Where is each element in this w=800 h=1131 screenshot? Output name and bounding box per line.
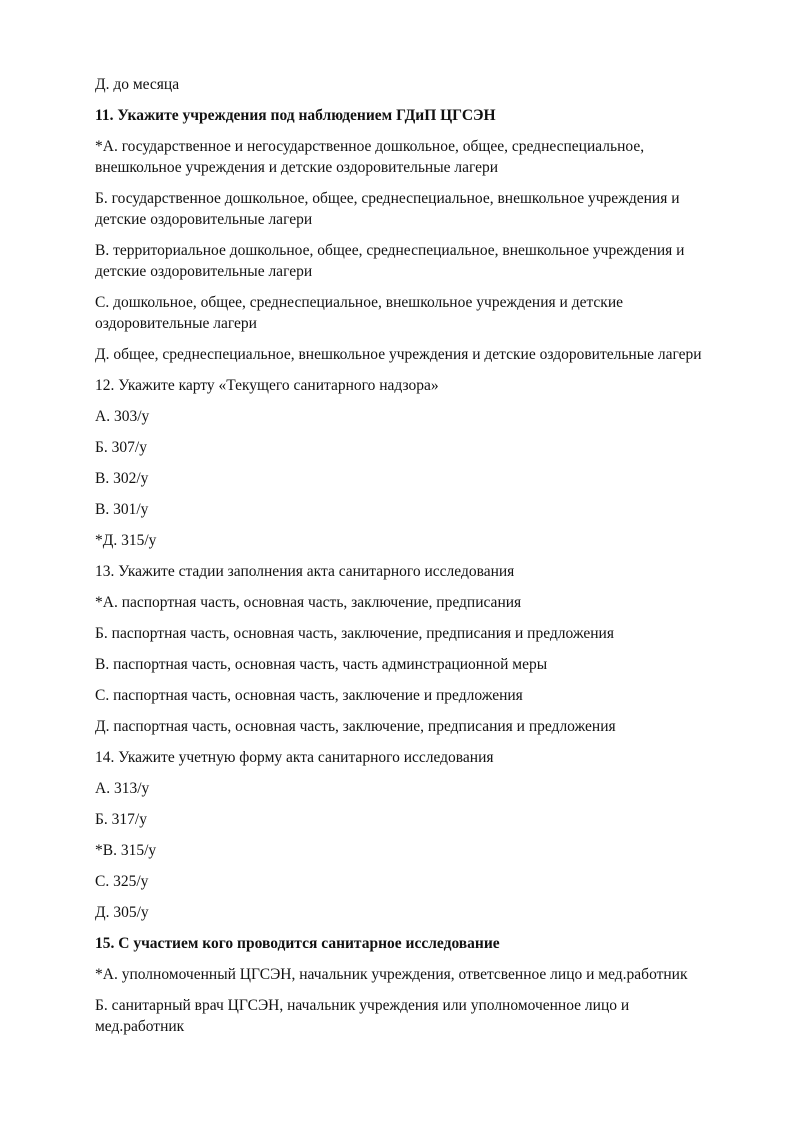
text-line: С. паспортная часть, основная часть, заключение и предложения — [95, 687, 523, 704]
text-line: 12. Укажите карту «Текущего санитарного надзора» — [95, 377, 439, 394]
text-line: Б. 317/у — [95, 811, 147, 828]
text-line: 11. Укажите учреждения под наблюдением ГДиП ЦГСЭН — [95, 107, 496, 124]
text-paragraph — [95, 716, 735, 737]
text-line: Б. 307/у — [95, 439, 147, 456]
text-line: В. территориальное дошкольное, общее, среднеспециальное, внешкольное учреждения и — [95, 242, 685, 259]
text-paragraph — [95, 902, 735, 923]
text-paragraph — [95, 685, 735, 706]
text-line: оздоровительные лагери — [95, 315, 257, 332]
text-paragraph — [95, 240, 735, 282]
text-line: *А. государственное и негосударственное дошкольное, общее, среднеспециальное, — [95, 138, 645, 155]
text-line: внешкольное учреждения и детские оздоровительные лагери — [95, 159, 499, 176]
text-paragraph — [95, 964, 735, 985]
text-line: *В. 315/у — [95, 842, 157, 859]
text-paragraph — [95, 623, 735, 644]
text-line: детские оздоровительные лагери — [95, 263, 313, 280]
text-paragraph — [95, 561, 735, 582]
text-line: *А. уполномоченный ЦГСЭН, начальник учреждения, ответсвенное лицо и мед.работник — [95, 966, 688, 983]
text-paragraph — [95, 344, 735, 365]
text-line: А. 303/у — [95, 408, 150, 425]
text-paragraph — [95, 840, 735, 861]
text-line: *А. паспортная часть, основная часть, заключение, предписания — [95, 594, 522, 611]
text-paragraph — [95, 871, 735, 892]
text-line: Б. санитарный врач ЦГСЭН, начальник учреждения или уполномоченное лицо и — [95, 997, 630, 1014]
text-paragraph — [95, 778, 735, 799]
text-paragraph — [95, 592, 735, 613]
text-paragraph — [95, 809, 735, 830]
text-paragraph — [95, 437, 735, 458]
text-paragraph — [95, 406, 735, 427]
text-line: В. 301/у — [95, 501, 149, 518]
text-paragraph — [95, 136, 735, 178]
question-heading — [95, 105, 735, 126]
text-paragraph — [95, 188, 735, 230]
text-paragraph — [95, 654, 735, 675]
text-line: 15. С участием кого проводится санитарное исследование — [95, 935, 500, 952]
text-line: Д. общее, среднеспециальное, внешкольное учреждения и детские оздоровительные лагери — [95, 346, 702, 363]
text-line: 13. Укажите стадии заполнения акта санитарного исследования — [95, 563, 515, 580]
text-line: В. 302/у — [95, 470, 149, 487]
text-paragraph — [95, 995, 735, 1037]
text-paragraph — [95, 375, 735, 396]
text-line: В. паспортная часть, основная часть, часть админстрационной меры — [95, 656, 548, 673]
text-line: Д. паспортная часть, основная часть, заключение, предписания и предложения — [95, 718, 616, 735]
text-line: С. 325/у — [95, 873, 149, 890]
text-paragraph — [95, 747, 735, 768]
text-line: А. 313/у — [95, 780, 150, 797]
text-line: 14. Укажите учетную форму акта санитарного исследования — [95, 749, 494, 766]
text-line: Д. до месяца — [95, 76, 180, 93]
text-line: Д. 305/у — [95, 904, 149, 921]
question-heading — [95, 933, 735, 954]
text-paragraph — [95, 530, 735, 551]
text-paragraph — [95, 292, 735, 334]
text-paragraph — [95, 499, 735, 520]
text-paragraph — [95, 74, 735, 95]
text-paragraph — [95, 468, 735, 489]
text-line: *Д. 315/у — [95, 532, 157, 549]
text-line: мед.работник — [95, 1018, 185, 1035]
text-line: Б. паспортная часть, основная часть, заключение, предписания и предложения — [95, 625, 614, 642]
text-line: Б. государственное дошкольное, общее, среднеспециальное, внешкольное учреждения и — [95, 190, 680, 207]
document-page — [95, 74, 735, 1047]
text-line: С. дошкольное, общее, среднеспециальное, внешкольное учреждения и детские — [95, 294, 624, 311]
text-line: детские оздоровительные лагери — [95, 211, 313, 228]
